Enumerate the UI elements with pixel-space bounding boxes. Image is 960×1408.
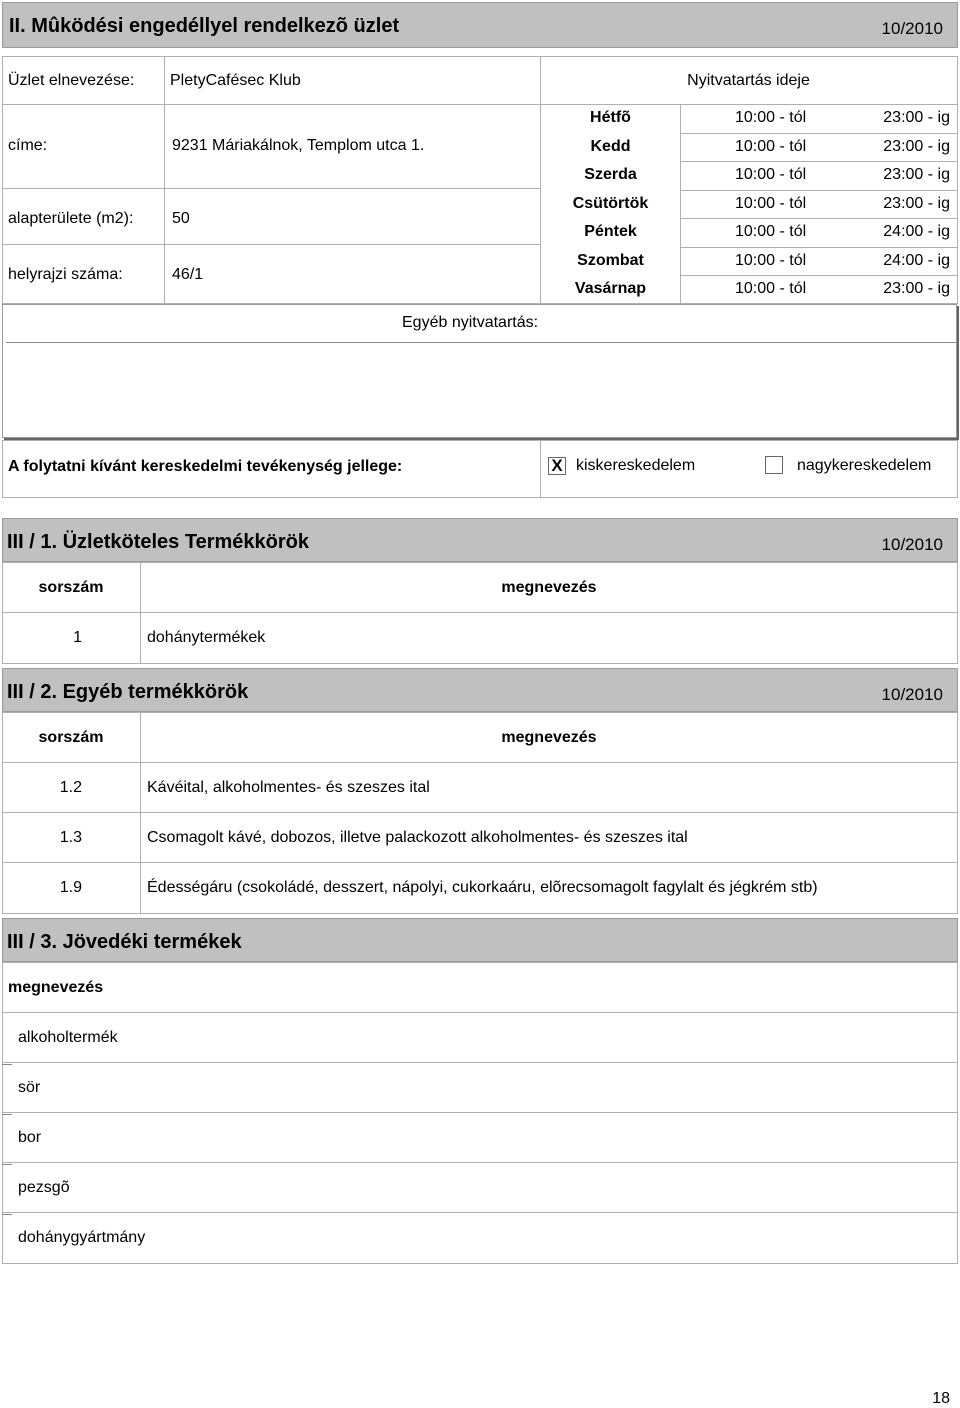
list-item: pezsgõ [18,1179,70,1196]
table-row-name: dohánytermékek [147,629,266,646]
opening-day: Kedd [590,138,631,155]
list-item: bor [18,1129,42,1146]
section3-1-col-name: megnevezés [501,579,597,596]
shop-lot-label: helyrajzi száma: [8,266,123,283]
section2-title: II. Mûködési engedéllyel rendelkezõ üzlet [9,15,400,37]
retail-checkbox[interactable]: X [548,457,566,475]
table-row-num: 1.9 [59,879,82,896]
opening-to: 24:00 - ig [883,252,950,269]
wholesale-checkbox[interactable] [765,456,783,474]
table-row-num: 1.3 [59,829,82,846]
table-row-name: Kávéital, alkoholmentes- és szeszes ital [147,779,430,796]
opening-from: 10:00 - tól [735,166,807,183]
section3-2-header [2,668,958,712]
opening-to: 23:00 - ig [883,280,950,297]
opening-day: Szombat [577,252,644,269]
table-row-name: Csomagolt kávé, dobozos, illetve palackozott alkoholmentes- és szeszes ital [147,829,688,846]
section3-2-title: III / 2. Egyéb termékkörök [7,681,249,703]
activity-label: A folytatni kívánt kereskedelmi tevékenység jellege: [8,458,403,475]
opening-day: Vasárnap [574,280,647,297]
opening-to: 24:00 - ig [883,223,950,240]
list-item: dohánygyártmány [18,1229,146,1246]
section3-1-date: 10/2010 [881,535,943,554]
opening-to: 23:00 - ig [883,138,950,155]
wholesale-label: nagykereskedelem [797,457,932,474]
shop-name-value: PletyCafésec Klub [170,72,301,89]
table-row-num: 1.2 [59,779,82,796]
opening-to: 23:00 - ig [883,166,950,183]
section3-1-title: III / 1. Üzletköteles Termékkörök [7,531,309,553]
list-item: alkoholtermék [18,1029,118,1046]
other-opening-label: Egyéb nyitvatartás: [402,314,539,331]
page-number: 18 [932,1390,950,1407]
opening-day: Hétfõ [590,109,631,126]
opening-from: 10:00 - tól [735,109,807,126]
section2-header [2,2,958,48]
section3-2-col-num: sorszám [38,729,104,746]
shop-info-block [2,56,958,304]
shop-address-value: 9231 Máriakálnok, Templom utca 1. [172,137,425,154]
section3-2-date: 10/2010 [881,685,943,704]
section3-3-col-name: megnevezés [8,979,104,996]
opening-day: Csütörtök [572,195,649,212]
opening-to: 23:00 - ig [883,109,950,126]
opening-to: 23:00 - ig [883,195,950,212]
section3-3-title: III / 3. Jövedéki termékek [7,931,242,953]
section3-2-col-name: megnevezés [501,729,597,746]
shop-address-label: címe: [8,137,48,154]
opening-day: Szerda [584,166,637,183]
retail-label: kiskereskedelem [576,457,696,474]
shop-lot-value: 46/1 [172,266,204,283]
table-row-name: Édességáru (csokoládé, desszert, nápolyi, cukorkaáru, elõrecsomagolt fagylalt és jégkrém stb) [147,879,818,896]
opening-from: 10:00 - tól [735,223,807,240]
section3-1-col-num: sorszám [38,579,104,596]
table-row-num: 1 [73,629,82,646]
section3-3-header [2,918,958,962]
section3-1-header [2,518,958,562]
opening-from: 10:00 - tól [735,195,807,212]
opening-day: Péntek [584,223,637,240]
opening-from: 10:00 - tól [735,252,807,269]
shop-area-label: alapterülete (m2): [8,210,134,227]
opening-from: 10:00 - tól [735,138,807,155]
shop-area-value: 50 [172,210,190,227]
list-item: sör [18,1079,41,1096]
shop-name-label: Üzlet elnevezése: [8,72,135,89]
section2-date: 10/2010 [881,19,943,38]
opening-from: 10:00 - tól [735,280,807,297]
opening-title: Nyitvatartás ideje [687,72,810,89]
